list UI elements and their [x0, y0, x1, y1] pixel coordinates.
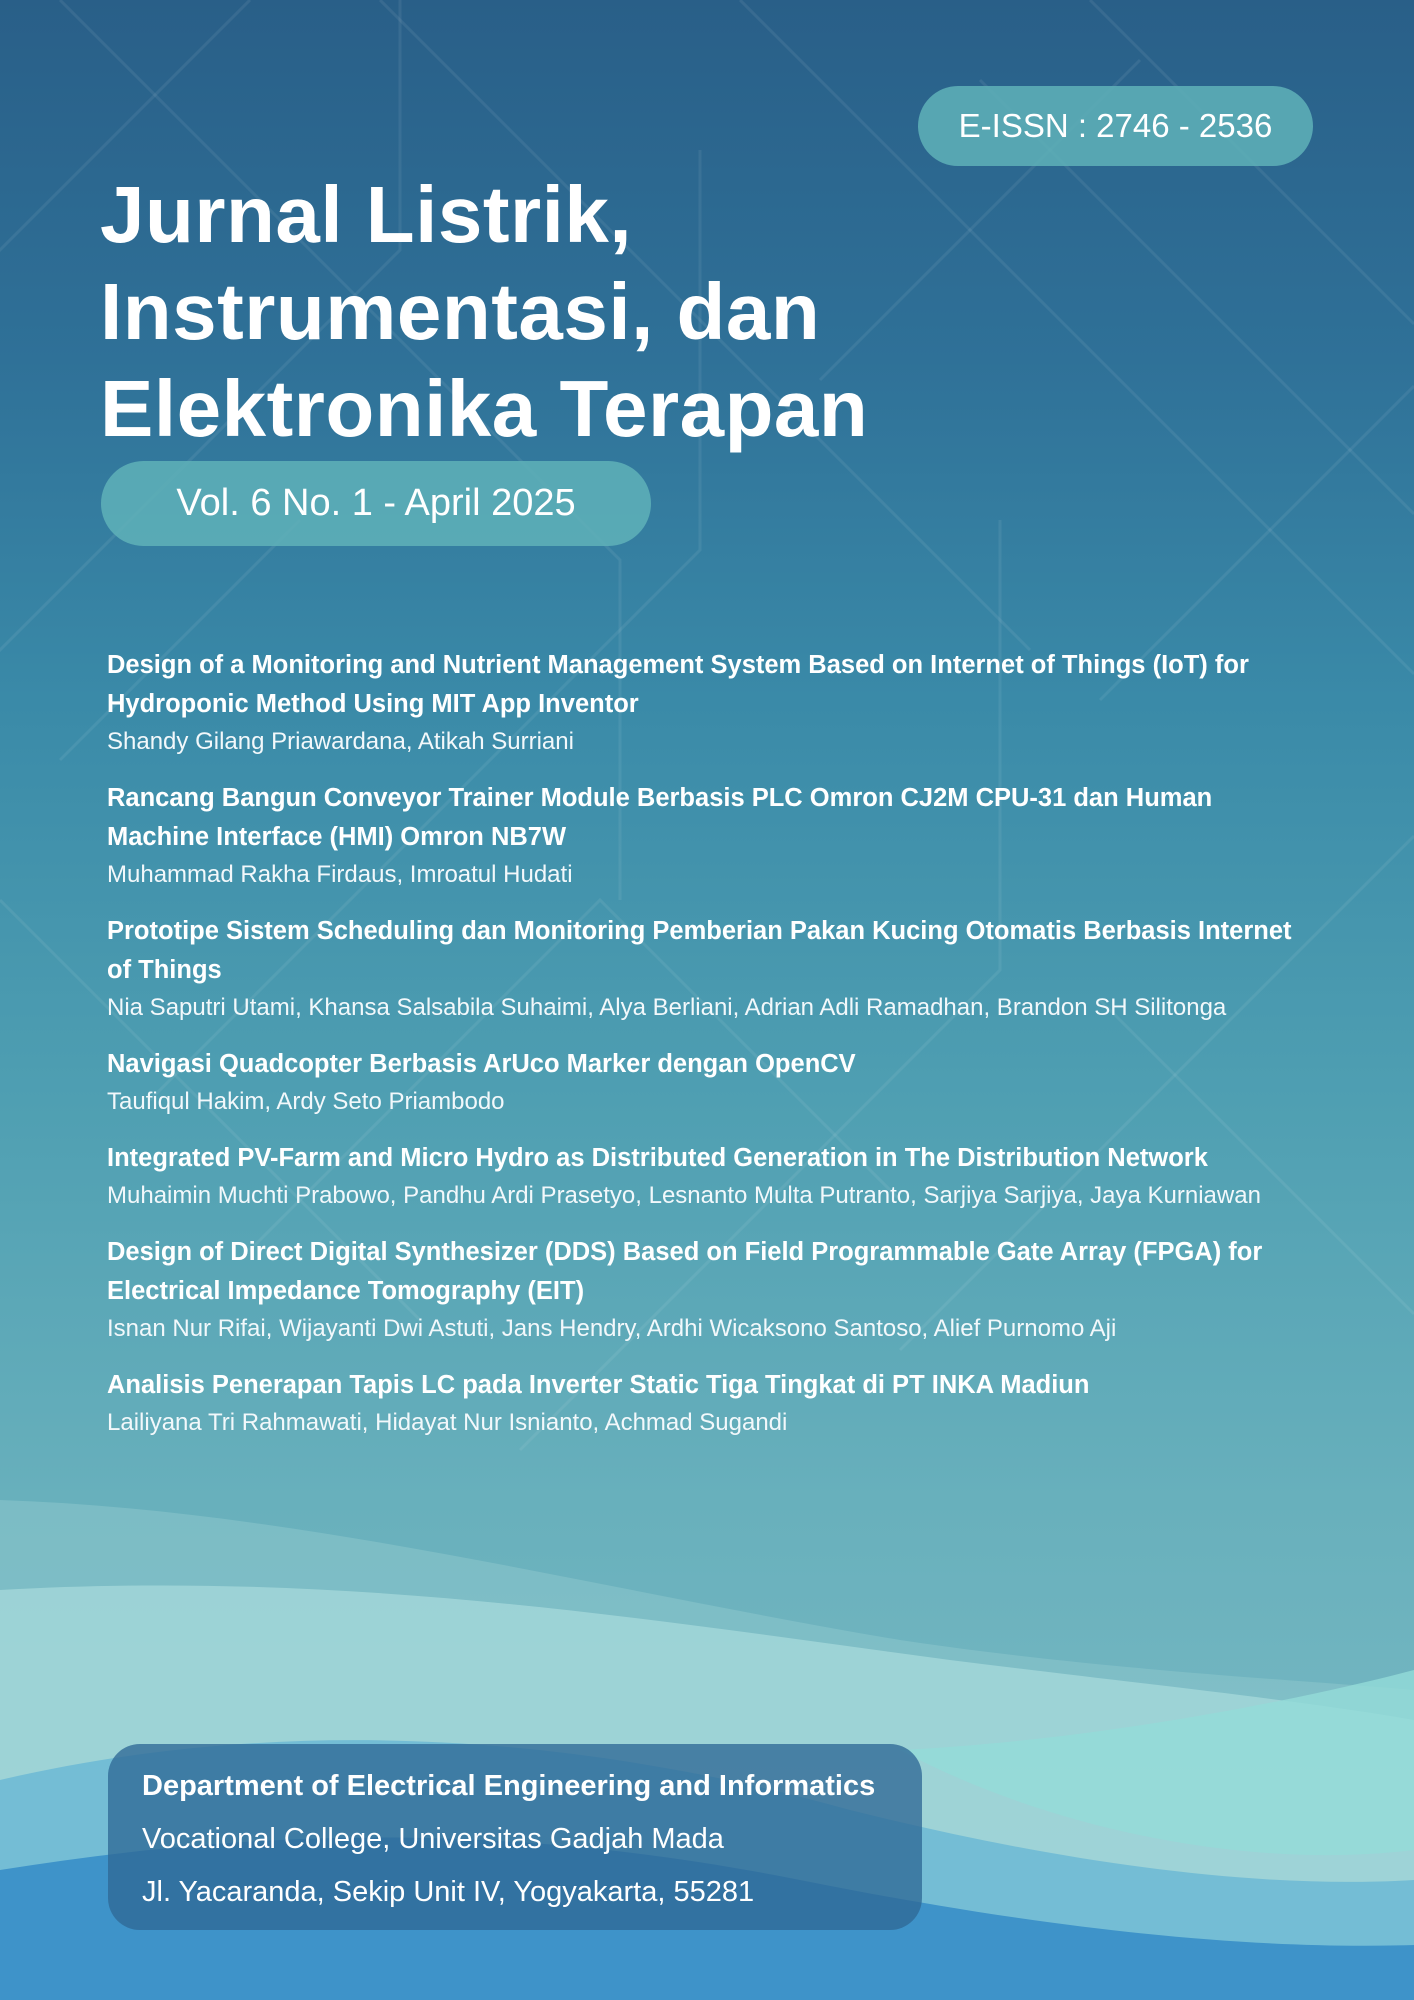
article-authors: Taufiqul Hakim, Ardy Seto Priambodo	[107, 1088, 505, 1115]
article-title: Rancang Bangun Conveyor Trainer Module Berbasis PLC Omron CJ2M CPU-31 dan Human Machine Interface (HMI) Omron NB7W	[107, 784, 1213, 851]
article-title: Analisis Penerapan Tapis LC pada Inverter Static Tiga Tingkat di PT INKA Madiun	[107, 1371, 1090, 1399]
article-entry	[107, 779, 1317, 892]
article-authors: Lailiyana Tri Rahmawati, Hidayat Nur Isnianto, Achmad Sugandi	[107, 1409, 788, 1436]
article-entry	[107, 912, 1317, 1025]
college-name: Vocational College, Universitas Gadjah Mada	[142, 1823, 724, 1855]
journal-title-line: Elektronika Terapan	[100, 364, 869, 453]
journal-title-line: Instrumentasi, dan	[100, 267, 821, 356]
article-entry	[107, 1366, 1317, 1440]
article-authors: Muhaimin Muchti Prabowo, Pandhu Ardi Prasetyo, Lesnanto Multa Putranto, Sarjiya Sarjiya, Jaya Kurniawan	[107, 1182, 1261, 1209]
table-of-contents	[107, 646, 1317, 1460]
article-title: Design of Direct Digital Synthesizer (DDS) Based on Field Programmable Gate Array (FPGA) for Electrical Impedance Tomography (EIT)	[107, 1238, 1263, 1305]
article-entry	[107, 1233, 1317, 1346]
department-name: Department of Electrical Engineering and Informatics	[142, 1770, 876, 1802]
volume-badge: Vol. 6 No. 1 - April 2025	[101, 461, 651, 546]
article-entry	[107, 1139, 1317, 1213]
article-authors: Isnan Nur Rifai, Wijayanti Dwi Astuti, Jans Hendry, Ardhi Wicaksono Santoso, Alief Purnomo Aji	[107, 1315, 1117, 1342]
article-title: Prototipe Sistem Scheduling dan Monitoring Pemberian Pakan Kucing Otomatis Berbasis Internet of Things	[107, 917, 1292, 984]
publisher-address-box	[108, 1744, 922, 1930]
article-title: Design of a Monitoring and Nutrient Management System Based on Internet of Things (IoT) for Hydroponic Method Using MIT App Inventor	[107, 651, 1249, 718]
article-authors: Nia Saputri Utami, Khansa Salsabila Suhaimi, Alya Berliani, Adrian Adli Ramadhan, Brandon SH Silitonga	[107, 994, 1227, 1021]
article-title: Navigasi Quadcopter Berbasis ArUco Marker dengan OpenCV	[107, 1050, 856, 1078]
journal-title-line: Jurnal Listrik,	[100, 170, 633, 259]
article-authors: Muhammad Rakha Firdaus, Imroatul Hudati	[107, 861, 573, 888]
article-entry	[107, 1045, 1317, 1119]
article-authors: Shandy Gilang Priawardana, Atikah Surriani	[107, 728, 574, 755]
article-entry	[107, 646, 1317, 759]
journal-title	[100, 166, 1000, 457]
issn-badge: E-ISSN : 2746 - 2536	[918, 86, 1313, 166]
article-title: Integrated PV-Farm and Micro Hydro as Distributed Generation in The Distribution Network	[107, 1144, 1208, 1172]
street-address: Jl. Yacaranda, Sekip Unit IV, Yogyakarta, 55281	[142, 1876, 755, 1908]
